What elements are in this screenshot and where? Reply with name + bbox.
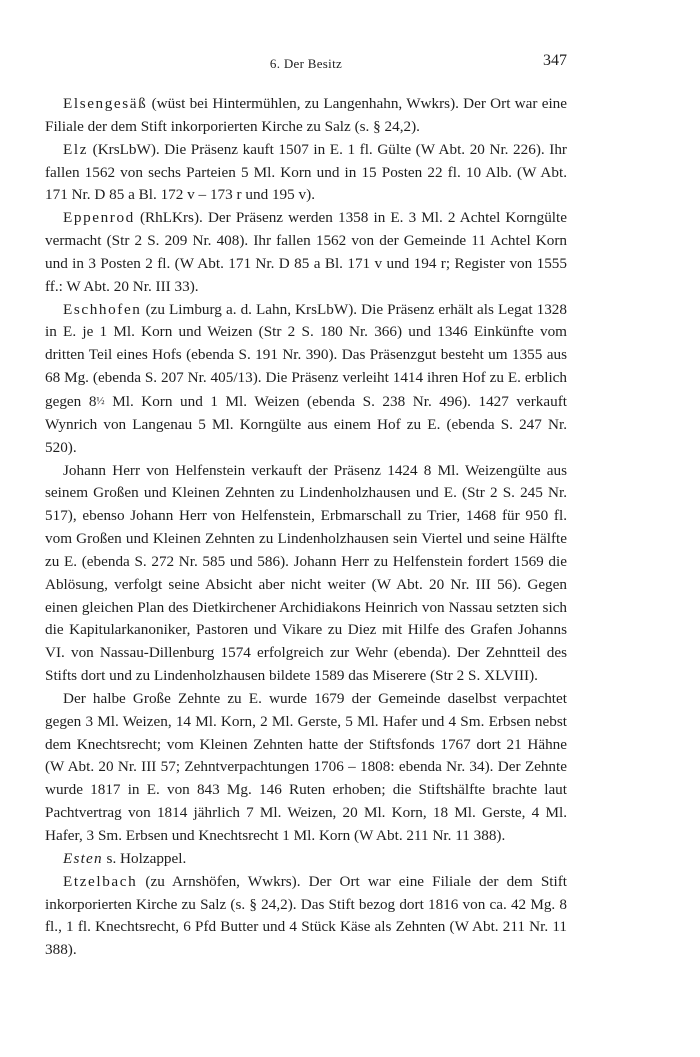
entry-eschhofen bbox=[45, 299, 567, 460]
page-header bbox=[45, 52, 567, 76]
entry-text: s. Holzappel. bbox=[102, 849, 187, 867]
running-head: 6. Der Besitz bbox=[269, 56, 343, 71]
entry-etzelbach bbox=[45, 871, 567, 962]
entry-elsengesaess bbox=[45, 93, 567, 139]
place-name: Etzelbach bbox=[63, 872, 138, 890]
entry-text: (RhLKrs). Der Präsenz werden 1358 in E. 3 Ml. 2 Achtel Korngülte vermacht (Str 2 S. 209 Nr. 408). Ihr fallen 1562 von der Gemeinde 11 Achtel Korn und in 3 Posten 2 fl. (W Abt. 171 Nr. D 85 a Bl. 171 v und 194 r; Register von 1555 ff.: W Abt. 20 Nr. III 33). bbox=[45, 209, 567, 295]
entry-elz bbox=[45, 139, 567, 208]
entry-text: (zu Arnshöfen, Wwkrs). Der Ort war eine Filiale der dem Stift inkorporierten Kirche zu Salz (s. § 24,2). Das Stift bezog dort 1816 von ca. 42 Mg. 8 fl., 1 fl. Knechtsrecht, 6 Pfd Butter und 4 Stück Käse als Zehnten (W Abt. 211 Nr. 11 388). bbox=[45, 872, 567, 959]
place-name: Elz bbox=[63, 140, 89, 158]
entry-text: (KrsLbW). Die Präsenz kauft 1507 in E. 1 fl. Gülte (W Abt. 20 Nr. 226). Ihr fallen 1562 von sechs Parteien 5 Ml. Korn und in 15 Posten 22 fl. 10 Alb. (W Abt. 171 Nr. D 85 a Bl. 172 v – 173 r und 195 v). bbox=[45, 140, 567, 204]
entry-esten bbox=[45, 848, 567, 871]
paragraph-halbe-zehnte: Der halbe Große Zehnte zu E. wurde 1679 der Gemeinde daselbst verpachtet gegen 3 Ml. Weizen, 14 Ml. Korn, 2 Ml. Gerste, 5 Ml. Hafer und 4 Sm. Erbsen nebst dem Knechtsrecht; vom Kleinen Zehnten hatte der Stiftsfonds 1767 dort 21 Hähne (W Abt. 20 Nr. III 57; Zehntverpachtungen 1706 – 1808: ebenda Nr. 34). Der Zehnte wurde 1817 in E. von 843 Mg. 146 Ruten erhoben; die Stiftshälfte brachte laut Pachtvertrag von 1814 jährlich 7 Ml. Weizen, 20 Ml. Korn, 18 Ml. Gerste, 4 Ml. Hafer, 3 Sm. Erbsen und Knechtsrecht 1 Ml. Korn (W Abt. 211 Nr. 11 388). bbox=[45, 689, 567, 844]
place-name: Esten bbox=[63, 849, 103, 867]
text-body bbox=[45, 93, 567, 962]
entry-text: (zu Limburg a. d. Lahn, KrsLbW). Die Präsenz erhält als Legat 1328 in E. je 1 Ml. Korn und Weizen (Str 2 S. 180 Nr. 366) und 1346 Einkünfte vom dritten Teil eines Hofs (ebenda S. 191 Nr. 390). Das Präsenzgut besteht um 1355 aus 68 Mg. (ebenda S. 207 Nr. 405/13). Die Präsenz verleiht 1414 ihren Hof zu E. erblich gegen 8 bbox=[45, 300, 567, 410]
fraction: ½ bbox=[96, 394, 105, 407]
page-number: 347 bbox=[543, 52, 567, 69]
place-name: Eschhofen bbox=[63, 300, 142, 318]
paragraph-johann-herr: Johann Herr von Helfenstein verkauft der Präsenz 1424 8 Ml. Weizengülte aus seinem Großen und Kleinen Zehnten zu Lindenholzhausen und E. (Str 2 S. 245 Nr. 517), ebenso Johann Herr von Helfenstein, Erbmarschall zu Trier, 1468 für 950 fl. vom Großen und Kleinen Zehnten zu Lindenholzhausen sein Viertel und seine Hälfte zu E. (ebenda S. 272 Nr. 585 und 586). Johann Herr zu Helfenstein fordert 1569 die Ablösung, verfolgt seine Absicht aber nicht weiter (W Abt. 20 Nr. III 56). Gegen einen gleichen Plan des Dietkirchener Archidiakons Heinrich von Nassau setzten sich die Kapitularkanoniker, Pastoren und Vikare zu Diez mit Hilfe des Grafen Johanns VI. von Nassau-Dillenburg 1574 erfolgreich zur Wehr (ebenda). Der Zehntteil des Stifts dort und zu Lindenholzhausen bildete 1589 das Miserere (Str 2 S. XLVIII). bbox=[45, 461, 567, 685]
entry-text-continued: Ml. Korn und 1 Ml. Weizen (ebenda S. 238 Nr. 496). 1427 verkauft Wynrich von Langenau 5 Ml. Korngülte aus einem Hof zu E. (ebenda S. 247 Nr. 520). bbox=[45, 392, 568, 456]
entry-eppenrod bbox=[45, 207, 567, 298]
place-name: Elsengesäß bbox=[63, 95, 148, 112]
entry-text: (wüst bei Hintermühlen, zu Langenhahn, Wwkrs). Der Ort war eine Filiale der dem Stift inkorporierten Kirche zu Salz (s. § 24,2). bbox=[45, 95, 567, 135]
place-name: Eppenrod bbox=[63, 209, 135, 227]
